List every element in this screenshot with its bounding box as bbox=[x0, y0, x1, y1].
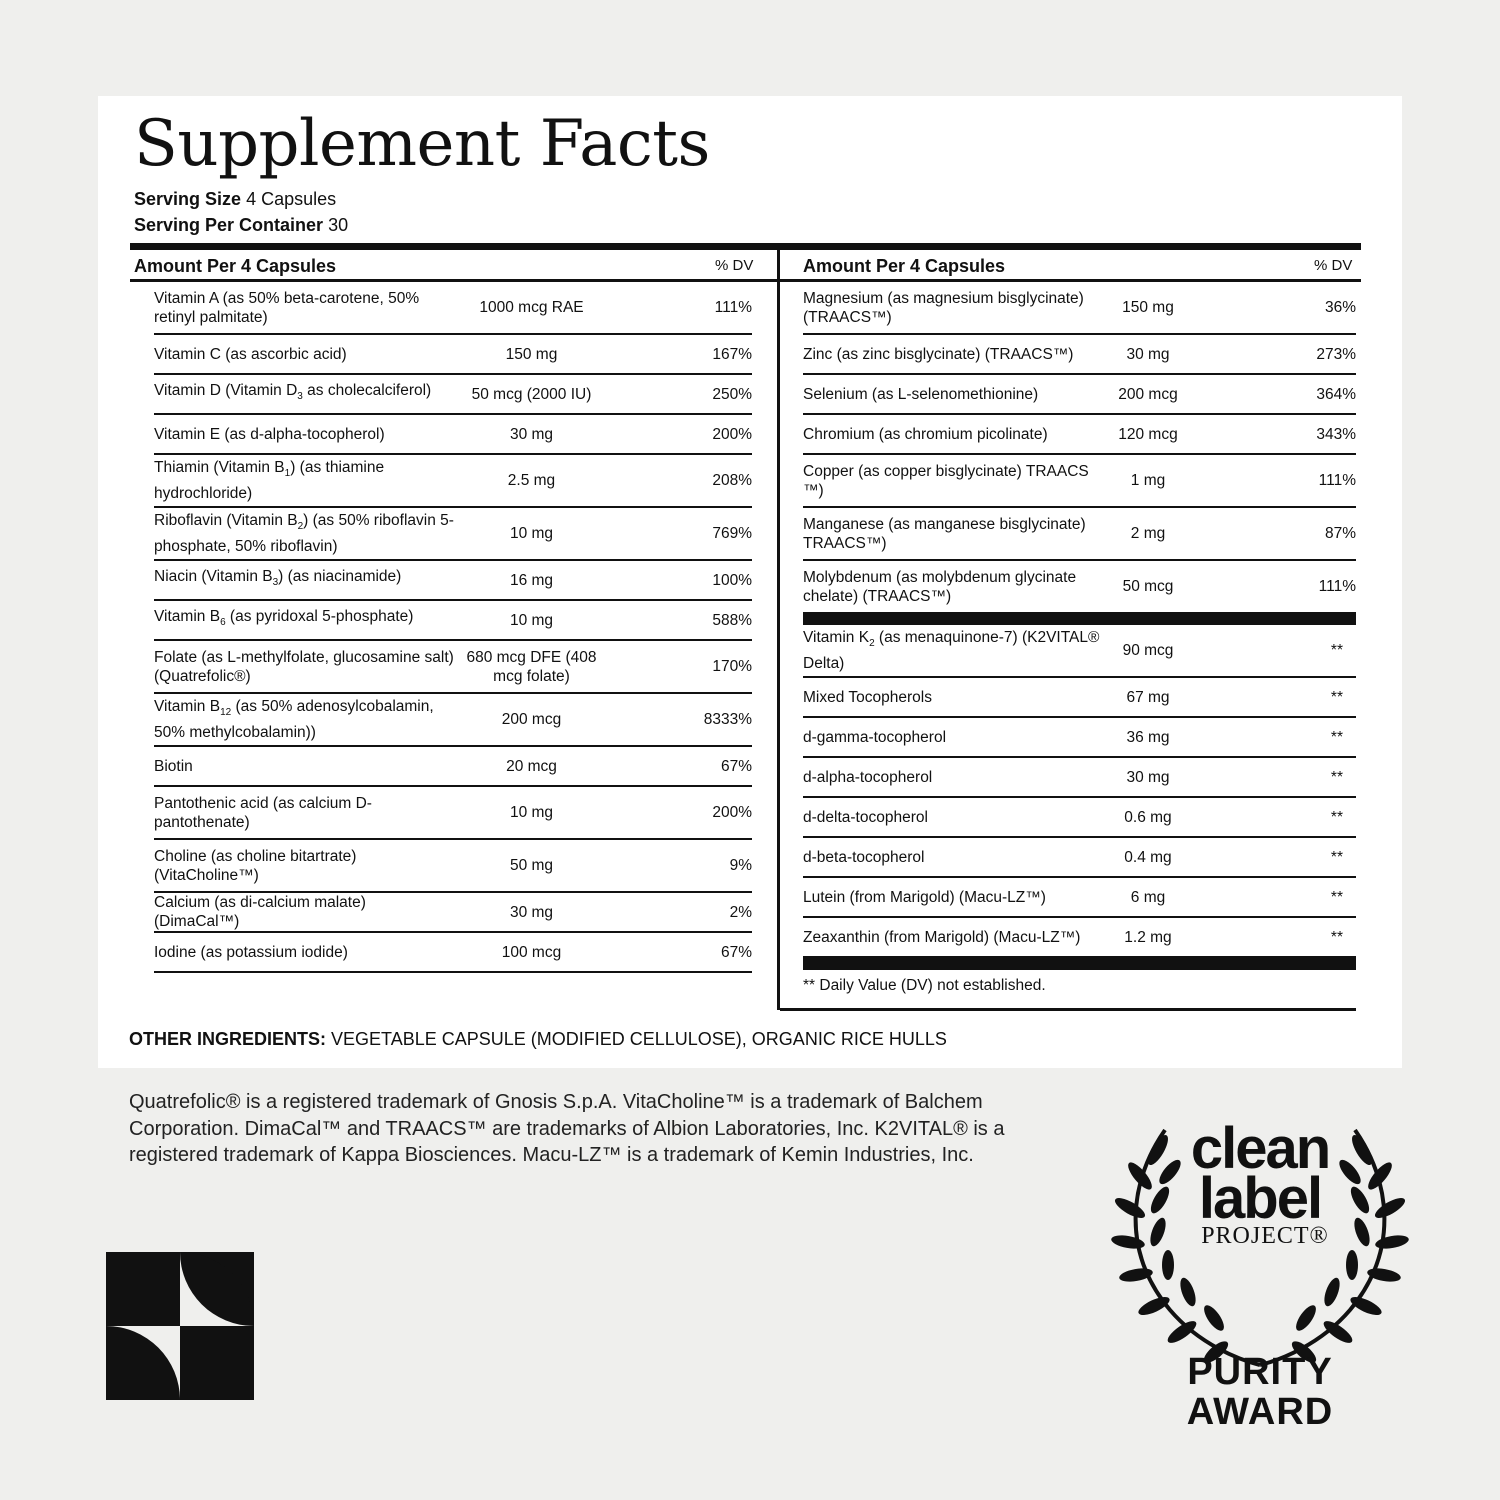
nutrient-amount: 2 mg bbox=[1130, 525, 1166, 542]
nutrient-name: Folate (as L-methylfolate, glucosamine salt) (Quatrefolic®) bbox=[154, 648, 454, 685]
nutrient-row bbox=[803, 335, 1356, 375]
top-rule bbox=[130, 243, 1361, 250]
nutrient-row bbox=[154, 840, 752, 893]
nutrient-row bbox=[154, 601, 752, 641]
nutrient-amount: 50 mcg (2000 IU) bbox=[471, 385, 592, 403]
nutrient-amount: 67 mg bbox=[1126, 688, 1170, 706]
nutrient-amount: 30 mg bbox=[509, 425, 554, 443]
right-header-dv: % DV bbox=[1314, 257, 1353, 274]
nutrient-row bbox=[154, 415, 752, 455]
nutrient-dv: ** bbox=[1330, 848, 1343, 866]
nutrient-row bbox=[154, 561, 752, 601]
nutrient-row bbox=[154, 375, 752, 415]
nutrient-row bbox=[803, 878, 1356, 918]
nutrient-dv: 200% bbox=[712, 425, 752, 443]
nutrient-name: Niacin (Vitamin $B_3$) (as niacinamide) bbox=[154, 568, 402, 589]
nutrient-name: d-delta-tocopherol bbox=[803, 808, 928, 826]
nutrient-dv: 67% bbox=[720, 757, 752, 775]
nutrient-name: Pantothenic acid (as calcium D-pantothenate) bbox=[154, 794, 372, 831]
nutrient-amount: 90 mcg bbox=[1122, 642, 1174, 659]
nutrient-row bbox=[803, 561, 1356, 614]
nutrient-amount: 10 mg bbox=[509, 525, 554, 542]
nutrient-amount: 16 mg bbox=[509, 571, 554, 589]
nutrient-dv: 100% bbox=[712, 571, 752, 589]
nutrient-row bbox=[154, 694, 752, 747]
nutrient-row bbox=[803, 918, 1356, 958]
nutrient-dv: 2% bbox=[729, 903, 752, 921]
nutrient-name: Manganese (as manganese bisglycinate) TRAACS™) bbox=[803, 515, 1086, 552]
nutrient-dv: 111% bbox=[1318, 472, 1356, 489]
nutrient-name: Chromium (as chromium picolinate) bbox=[803, 425, 1048, 443]
servings-per-container: Serving Per Container 30 bbox=[134, 215, 349, 235]
nutrient-dv: 170% bbox=[712, 658, 752, 675]
nutrient-dv: 769% bbox=[712, 525, 752, 542]
serving-size: Serving Size 4 Capsules bbox=[134, 189, 337, 209]
nutrient-amount: 20 mcg bbox=[506, 757, 557, 775]
nutrient-dv: 208% bbox=[712, 472, 752, 489]
nutrient-dv: ** bbox=[1330, 928, 1343, 946]
nutrient-name: Vitamin E (as d-alpha-tocopherol) bbox=[154, 425, 385, 443]
nutrient-amount: 10 mg bbox=[509, 804, 554, 821]
trademark-note: Quatrefolic® is a registered trademark of Gnosis S.p.A. VitaCholine™ is a trademark of Balchem Corporation. DimaCal™ and TRAACS™ are trademarks of Albion Laboratories, Inc. K2VITAL® is a registered trademark of Kappa Biosciences. Macu-LZ™ is a trademark of Kemin Industries, Inc. bbox=[129, 1091, 1005, 1166]
nutrient-name: Copper (as copper bisglycinate) TRAACS ™) bbox=[803, 462, 1089, 499]
nutrient-dv: 67% bbox=[720, 943, 752, 961]
clean-label-badge bbox=[1110, 1116, 1410, 1440]
nutrient-amount: 200 mcg bbox=[1118, 385, 1178, 403]
nutrient-dv: 167% bbox=[712, 345, 752, 363]
nutrient-amount: 150 mg bbox=[1122, 299, 1174, 316]
nutrient-dv: 364% bbox=[1316, 385, 1356, 403]
nutrient-row bbox=[803, 375, 1356, 415]
nutrient-name: Iodine (as potassium iodide) bbox=[154, 943, 348, 961]
nutrient-name: Vitamin $B_6$ (as pyridoxal 5-phosphate) bbox=[154, 608, 414, 629]
nutrient-row bbox=[803, 455, 1356, 508]
nutrient-amount: 200 mcg bbox=[501, 711, 562, 728]
nutrient-name: Zeaxanthin (from Marigold) (Macu-LZ™) bbox=[803, 928, 1081, 946]
nutrient-dv: ** bbox=[1330, 768, 1343, 786]
nutrient-dv: ** bbox=[1330, 888, 1343, 906]
nutrient-amount: 1.2 mg bbox=[1124, 928, 1172, 946]
nutrient-dv: 111% bbox=[714, 299, 752, 316]
nutrient-row bbox=[803, 718, 1356, 758]
nutrient-amount: 120 mcg bbox=[1118, 425, 1178, 443]
nutrient-dv: 9% bbox=[729, 857, 752, 874]
nutrient-row bbox=[803, 625, 1356, 678]
nutrient-row bbox=[803, 508, 1356, 561]
nutrient-name: Magnesium (as magnesium bisglycinate) (TRAACS™) bbox=[803, 289, 1084, 326]
nutrient-name: d-gamma-tocopherol bbox=[803, 728, 947, 746]
nutrient-dv: 36% bbox=[1324, 299, 1356, 316]
nutrient-row bbox=[154, 787, 752, 840]
nutrient-name: Lutein (from Marigold) (Macu-LZ™) bbox=[803, 888, 1046, 906]
nutrient-amount: 2.5 mg bbox=[507, 472, 556, 489]
nutrient-row bbox=[154, 893, 752, 933]
nutrient-amount: 10 mg bbox=[509, 611, 554, 629]
section-rule bbox=[803, 612, 1356, 625]
nutrient-name: Biotin bbox=[154, 757, 193, 775]
nutrient-amount: 36 mg bbox=[1126, 728, 1170, 746]
nutrient-amount: 30 mg bbox=[509, 903, 554, 921]
nutrient-amount: 0.4 mg bbox=[1124, 848, 1172, 866]
nutrient-row bbox=[803, 758, 1356, 798]
nutrient-dv: 343% bbox=[1316, 425, 1356, 443]
nutrient-name: Molybdenum (as molybdenum glycinate chelate) (TRAACS™) bbox=[803, 568, 1077, 605]
nutrient-name: Mixed Tocopherols bbox=[803, 688, 932, 706]
nutrient-amount: 100 mcg bbox=[501, 943, 562, 961]
nutrient-name: d-alpha-tocopherol bbox=[803, 768, 933, 786]
nutrient-name: Vitamin A (as 50% beta-carotene, 50% retinyl palmitate) bbox=[154, 289, 420, 326]
nutrient-amount: 0.6 mg bbox=[1124, 808, 1172, 826]
nutrient-dv: 8333% bbox=[703, 711, 752, 728]
nutrient-dv: 200% bbox=[712, 804, 752, 821]
page-title: Supplement Facts bbox=[134, 107, 710, 181]
nutrient-name: Vitamin $B_{12}$ (as 50% adenosylcobalamin, 50% methylcobalamin)) bbox=[154, 698, 434, 741]
other-ingredients: OTHER INGREDIENTS: VEGETABLE CAPSULE (MODIFIED CELLULOSE), ORGANIC RICE HULLS bbox=[129, 1029, 947, 1049]
nutrient-amount: 150 mg bbox=[505, 345, 558, 363]
nutrient-row bbox=[803, 282, 1356, 335]
nutrient-row bbox=[154, 455, 752, 508]
nutrient-name: Vitamin C (as ascorbic acid) bbox=[154, 345, 347, 363]
left-header-dv: % DV bbox=[715, 257, 754, 274]
badge-label: label bbox=[1198, 1166, 1322, 1231]
badge-purity: PURITY bbox=[1187, 1351, 1333, 1393]
nutrient-amount: 6 mg bbox=[1130, 888, 1166, 906]
nutrient-amount: 50 mcg bbox=[1122, 578, 1174, 595]
nutrient-row bbox=[154, 335, 752, 375]
nutrient-amount: 30 mg bbox=[1126, 345, 1170, 363]
nutrient-name: Vitamin D (Vitamin $D_3$ as cholecalciferol) bbox=[154, 382, 432, 403]
column-divider bbox=[777, 250, 780, 1010]
nutrient-dv: ** bbox=[1330, 642, 1343, 659]
nutrient-dv: ** bbox=[1330, 688, 1343, 706]
nutrient-name: Choline (as choline bitartrate) (VitaCholine™) bbox=[154, 847, 357, 884]
left-header-amount: Amount Per 4 Capsules bbox=[134, 256, 337, 276]
nutrient-name: Zinc (as zinc bisglycinate) (TRAACS™) bbox=[803, 345, 1074, 363]
nutrient-dv: 87% bbox=[1324, 525, 1356, 542]
nutrient-row bbox=[803, 798, 1356, 838]
nutrient-amount: 680 mcg DFE (408 mcg folate) bbox=[466, 648, 597, 685]
footnote-rule bbox=[780, 1008, 1356, 1011]
nutrient-row bbox=[803, 678, 1356, 718]
nutrient-dv: ** bbox=[1330, 728, 1343, 746]
badge-project: PROJECT® bbox=[1201, 1223, 1329, 1249]
nutrient-dv: 588% bbox=[712, 611, 752, 629]
nutrient-name: d-beta-tocopherol bbox=[803, 848, 925, 866]
nutrient-dv: 111% bbox=[1318, 578, 1356, 595]
nutrient-amount: 1000 mcg RAE bbox=[479, 299, 584, 316]
nutrient-name: Riboflavin (Vitamin $B_2$) (as 50% riboflavin 5-phosphate, 50% riboflavin) bbox=[154, 512, 454, 555]
nutrient-amount: 30 mg bbox=[1126, 768, 1170, 786]
nutrient-name: Vitamin $K_2$ (as menaquinone-7) (K2VITAL® Delta) bbox=[803, 629, 1100, 672]
nutrient-row bbox=[154, 747, 752, 787]
nutrient-row bbox=[154, 508, 752, 561]
nutrient-dv: ** bbox=[1330, 808, 1343, 826]
nutrient-dv: 250% bbox=[712, 385, 752, 403]
nutrient-row bbox=[154, 282, 752, 335]
right-header-amount: Amount Per 4 Capsules bbox=[803, 256, 1006, 276]
badge-clean: clean bbox=[1190, 1116, 1330, 1181]
nutrient-row bbox=[154, 933, 752, 973]
bottom-rule bbox=[803, 957, 1356, 970]
nutrient-amount: 50 mg bbox=[509, 857, 554, 874]
nutrient-name: Selenium (as L-selenomethionine) bbox=[803, 385, 1039, 403]
nutrient-name: Thiamin (Vitamin $B_1$) (as thiamine hydrochloride) bbox=[154, 459, 385, 502]
nutrient-name: Calcium (as di-calcium malate) (DimaCal™) bbox=[154, 894, 366, 930]
nutrient-row bbox=[803, 838, 1356, 878]
nutrient-row bbox=[803, 415, 1356, 455]
nutrient-amount: 1 mg bbox=[1130, 472, 1166, 489]
badge-award: AWARD bbox=[1186, 1391, 1334, 1433]
nutrient-row bbox=[154, 641, 752, 694]
nutrient-dv: 273% bbox=[1316, 345, 1356, 363]
brand-n-logo-icon bbox=[106, 1252, 254, 1400]
dv-footnote: ** Daily Value (DV) not established. bbox=[803, 977, 1046, 994]
